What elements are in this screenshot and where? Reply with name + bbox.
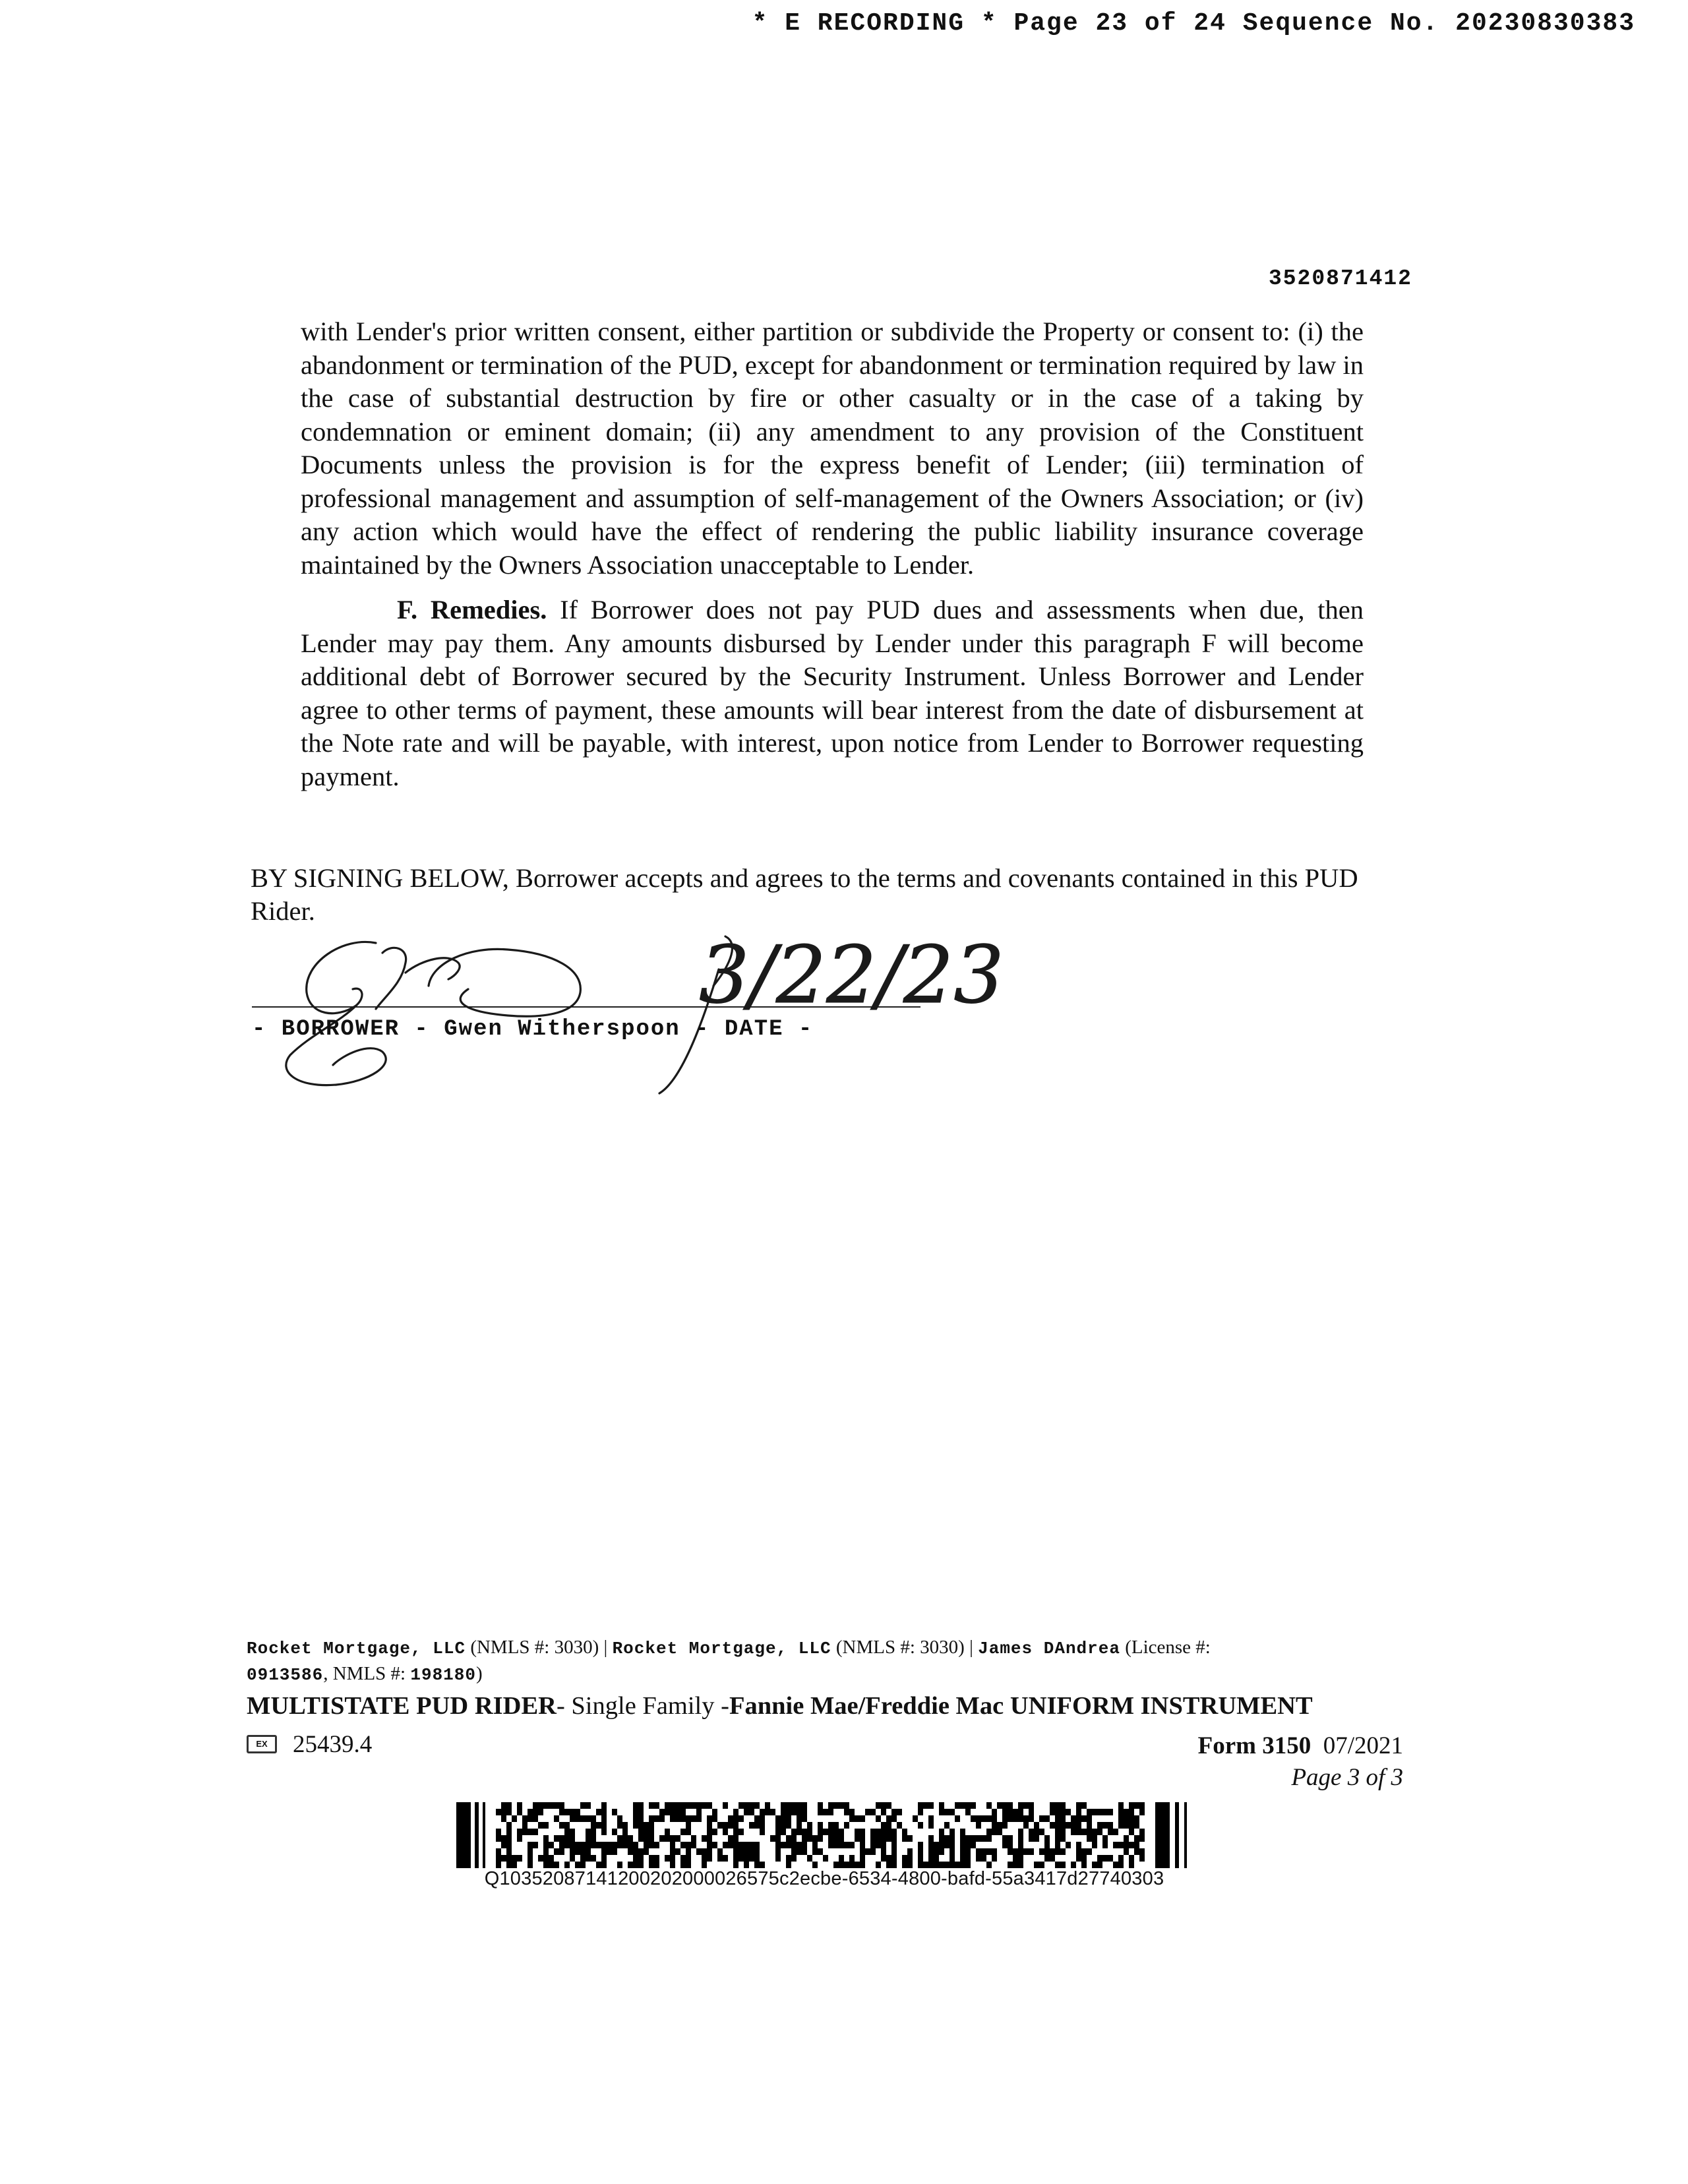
form-number: [1198, 1732, 1403, 1760]
remedies-text: If Borrower does not pay PUD dues and assessments when due, then Lender may pay them. Any amounts disbursed by Lender under this paragraph F will become additional debt of Borrower secured by the Security Instrument. Unless Borrower and Lender agree to other terms of payment, these amounts will bear interest from the date of disbursement at the Note rate and will be payable, with interest, upon notice from Lender to Borrower requesting payment.: [301, 595, 1364, 791]
handwritten-signature: [270, 923, 1022, 1095]
form-title-main: MULTISTATE PUD RIDER: [247, 1692, 557, 1720]
barcode: [456, 1802, 1192, 1868]
lender-nmls: (NMLS #: 3030) |: [466, 1637, 613, 1658]
rider-body: [301, 315, 1364, 793]
page-number: Page 3 of 3: [1291, 1764, 1403, 1791]
license-label: (License #:: [1120, 1637, 1211, 1658]
lender-info: [247, 1635, 1368, 1687]
form-title-mid: - Single Family -: [556, 1692, 729, 1720]
form-title-instrument: Fannie Mae/Freddie Mac UNIFORM INSTRUMENT: [729, 1692, 1313, 1720]
loan-originator: James DAndrea: [978, 1639, 1120, 1658]
lender-name: Rocket Mortgage, LLC: [612, 1639, 831, 1658]
doc-code: 25439.4: [293, 1731, 373, 1758]
remedies-heading: F. Remedies.: [397, 595, 547, 624]
doc-code-row: [247, 1730, 372, 1759]
document-icon: EX: [247, 1735, 277, 1753]
paragraph-continued: with Lender's prior written consent, either partition or subdivide the Property or consent to: (i) the abandonment or termination of the PUD, except for abandonment or termination required by law in the case of substantial destruction by fire or other casualty or in the case of a taking by condemnation or eminent domain; (ii) any amendment to any provision of the Constituent Documents unless the provision is for the express benefit of Lender; (iii) termination of professional management and assumption of self-management of the Owners Association; or (iv) any action which would have the effect of rendering the public liability insurance coverage maintained by the Owners Association unacceptable to Lender.: [301, 317, 1364, 580]
license-number: 0913586: [247, 1665, 324, 1685]
form-label: Form 3150: [1197, 1732, 1311, 1759]
loan-number: 3520871412: [1268, 266, 1412, 291]
nmls-number: 198180: [410, 1665, 476, 1685]
paragraph-remedies: [301, 593, 1364, 793]
handwritten-date: 3/22/23: [699, 930, 1004, 1021]
signing-statement: BY SIGNING BELOW, Borrower accepts and agrees to the terms and covenants contained in this PUD Rider.: [251, 863, 1358, 926]
lender-nmls: (NMLS #: 3030) |: [831, 1637, 979, 1658]
barcode-text: Q10352087141200202000026575c2ecbe-6534-4800-bafd-55a3417d27740303: [484, 1868, 1164, 1889]
lender-name: Rocket Mortgage, LLC: [247, 1639, 466, 1658]
recording-header: * E RECORDING * Page 23 of 24 Sequence No. 20230830383: [752, 9, 1635, 38]
form-title: [247, 1691, 1313, 1720]
nmls-label: , NMLS #:: [323, 1663, 411, 1684]
close-paren: ): [475, 1663, 483, 1684]
signature-caption: - BORROWER - Gwen Witherspoon - DATE -: [252, 1017, 814, 1042]
form-date: 07/2021: [1323, 1732, 1403, 1759]
